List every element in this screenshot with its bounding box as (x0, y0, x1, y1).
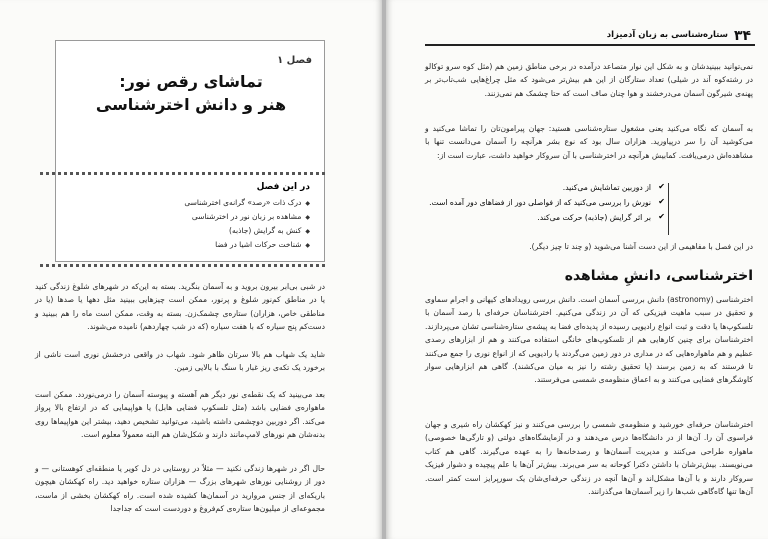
list-item: ◆ شناخت حرکات اشیا در فضا (90, 240, 310, 249)
list-item: ◆ درک ذات «رصد» گرانه‌ی اخترشناسی (90, 198, 310, 207)
checklist (425, 183, 665, 228)
body-paragraph: حال اگر در شهرها زندگی نکنید — مثلاً در روستایی در دل کویر یا منطقه‌ای کوهستانی — و دور از روشنایی نورهای شهرهای بزرگ — هزاران ستاره خواهید دید. راه کهکشان هیچون باریکه‌ای از جنس مروارید در آسمان‌ها کشیده شده است. راه کهکشان بخشی از ماست، مجموعه‌ای از میلیون‌ها ستاره‌ی کم‌فروغ و دوردست است که جداجدا (35, 464, 325, 514)
left-page (0, 0, 382, 539)
body-paragraph: شاید یک شهاب هم بالا سرتان ظاهر شود. شهاب در واقعی درخشش نوری است ناشی از برخورد یک تکه‌ی ریز غبار با سنگ با بالایی زمین. (35, 350, 325, 373)
checklist-item: ✔ از دوربین تماشایش می‌کنید. (425, 183, 665, 192)
checklist-item: ✔ نورش را بررسی می‌کنید که از فواصلی دور از فضاهای دور آمده است. (425, 198, 665, 207)
body-paragraph: نمی‌توانید ببینیدشان و به شکل این نوار متصاعد درآمده در برخی مناطق زمین هم (مثل کوه سرو توکالو در رشته‌کوه آند در شیلی) تعداد ستارگان از این هم بیش‌تر می‌شود که مثل چراغ‌هایی شب‌تاب‌تر بر پهنه‌ی شیرگون آسمان می‌درخشند و هوا چنان صاف است که حتا چشمک هم نمی‌زنند. (425, 62, 753, 98)
body-paragraph: بعد می‌بینید که یک نقطه‌ی نور دیگر هم آهسته و پیوسته آسمان را درمی‌نوردد. ممکن است ماهواره‌ی فضایی باشد (مثل تلسکوپ فضایی هابل) یا هواپیمایی که در ارتفاع بالا پرواز می‌کند. اگر دوربین دوچشمی داشته باشید، می‌توانید تشخیص دهید، بیشتر این هواپیماها روی بدنه‌شان هم نورهای لامپ‌مانند دارند و شکل‌شان هم البته معمولاً معلوم است. (35, 390, 325, 440)
body-paragraph: اخترشناسی (astronomy) دانش بررسی آسمان است. دانش بررسی رویدادهای کیهانی و اجرام سماوی و تحقیق در سبب ماهیت فیزیکی که آن در زندگی می‌کنیم. اخترشناسان حرفه‌ای با رصد آسمان با تلسکوپ‌ها یا دقت و ثبت انواع رادیویی رسیده از پدیده‌ای فضا به پیشه‌ی ستاره‌شناسی تشان می‌پردازند. اخترشناسان برای چنین کارهایی هم از تلسکوپ‌های خانگی استفاده می‌کنند و هم از ابزارهای رصدی عظیم و هم ماهواره‌هایی که در مداری در دور زمین می‌گردند یا رادیویی که از انواع نوری را جمع می‌کنند تا فرستند که به زمین برسند (یا تحقیق رشته را نیز به میان می‌کشند). گاهی هم ابزارهایی سوار کاوشگرهای فضایی می‌کنند و به اعماق منظومه‌ی شمسی می‌فرستند. (425, 295, 753, 385)
page-number: ۳۴ (734, 28, 752, 44)
chapter-contents-list (90, 198, 310, 254)
list-item: ◆ کنش به گرایش (جاذبه) (90, 226, 310, 235)
section-heading: اخترشناسی، دانشِ مشاهده (564, 268, 753, 284)
list-item: ◆ مشاهده بر زبان نور در اخترشناسی (90, 212, 310, 221)
chapter-subtitle: هنر و دانش اخترشناسی (95, 95, 287, 114)
checklist-item: ✔ بر اثر گرایش (جاذبه) حرکت می‌کند. (425, 213, 665, 222)
checklist-bar (668, 183, 669, 235)
dotted-divider (40, 264, 325, 267)
dotted-divider (40, 172, 325, 175)
in-this-chapter-heading: در این فصل (256, 182, 310, 192)
running-head: ستاره‌شناسی به زبان آدمیزاد (606, 30, 728, 40)
body-paragraph: در شبی بی‌ابر بیرون بروید و به آسمان بنگرید. بسته به این‌که در شهرهای شلوغ زندگی کنید یا در مناطق کم‌نور شلوغ و پرنور، ممکن است چیزهایی ببینید مثل دهها یا صدها (یا در مناطقی خاص، هزاران) ستاره‌ی چشمک‌زن. بسته به وقت، ممکن است ماه را هم ببینید و دست‌کم پنج سیاره که با هفت سیاره (که در شب چهاردهم) نامیده می‌شوند. (35, 282, 325, 332)
body-paragraph: اخترشناسان حرفه‌ای خورشید و منظومه‌ی شمسی را بررسی می‌کنند و نیز کهکشان راه شیری و جهان فراسوی آن را. آن‌ها از در دانشگاه‌ها درس می‌دهند و در آزمایشگاه‌های دولتی (و تارگی‌ها خصوصی) ماهواره طراحی می‌کنند و مدیریت آسمان‌ها و رصدخانه‌ها را به عهده می‌گیرند. گاهی هم کتاب می‌نویسند. بیش‌ترشان با داشتن دکترا کوحانه به سر می‌برند. بیش‌تر آن‌ها با علم پیچیده و دشوار فیزیک سروکار دارند و با آن‌ها مشکل‌اند و آن‌ها آنچه در زندگی حرفه‌ای‌شان یک سورپرایز است کمتر است. آن‌ها تنها گاه‌گاهی شب‌ها را زیر آسمان‌ها می‌گذرانند. (425, 420, 753, 497)
body-paragraph: به آسمان که نگاه می‌کنید یعنی مشغول ستاره‌شناسی هستید: جهان پیرامون‌تان را تماشا می‌کنید و می‌کوشید آن را سر درپیاورید. هزاران سال بود که نوع بشر هرآنچه را آسمان می‌دانست تنها با مشاهده‌اش درمی‌یافت. کمابیش هرآنچه در اخترشناسی با آن سروکار خواهید داشت، عبارت است از: (425, 124, 753, 160)
chapter-number: فصل ۱ (277, 55, 312, 66)
chapter-title: تماشای رقص نور: (119, 72, 263, 91)
header-rule (425, 44, 755, 46)
body-paragraph: در این فصل با مفاهیمی از این دست آشنا می‌شوید (و چند تا چیز دیگر). (529, 242, 753, 251)
